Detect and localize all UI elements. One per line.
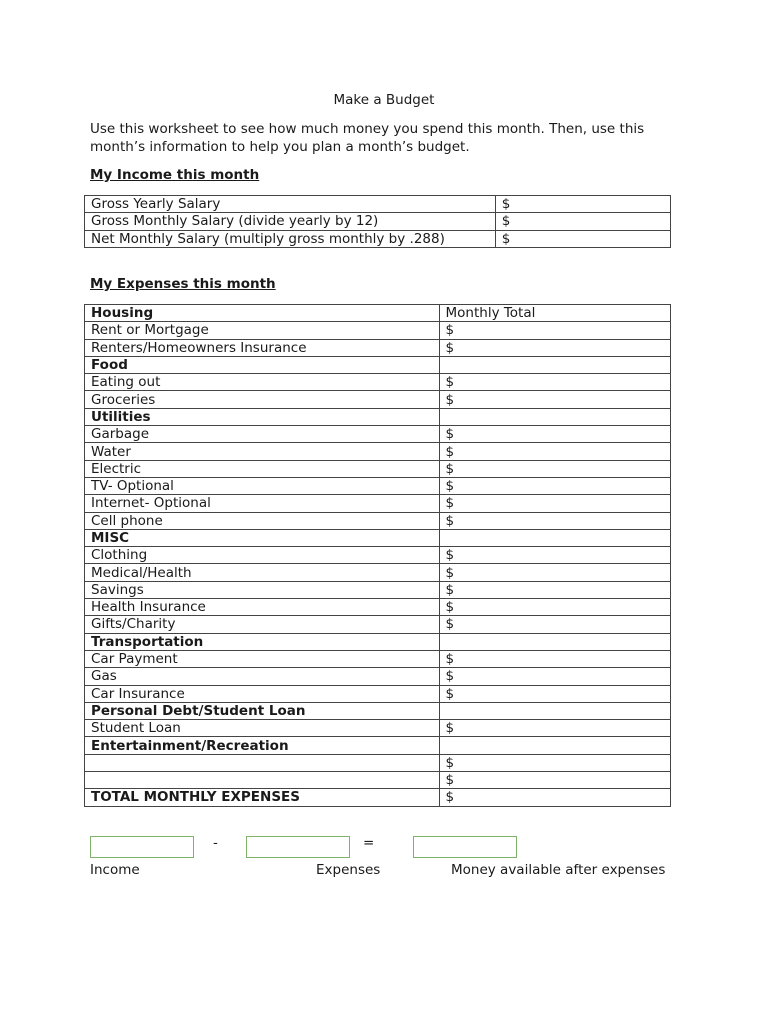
expense-row bbox=[85, 356, 671, 373]
expense-value-cell[interactable]: $ bbox=[439, 374, 671, 391]
expense-value-cell[interactable]: $ bbox=[439, 495, 671, 512]
expense-label-cell: TOTAL MONTHLY EXPENSES bbox=[85, 789, 440, 806]
expense-label-cell: MISC bbox=[85, 529, 440, 546]
expense-label-cell: Entertainment/Recreation bbox=[85, 737, 440, 754]
expense-label-cell: Medical/Health bbox=[85, 564, 440, 581]
expense-row bbox=[85, 339, 671, 356]
expense-value-cell[interactable]: $ bbox=[439, 443, 671, 460]
expense-value-cell[interactable] bbox=[439, 633, 671, 650]
expense-value-cell[interactable]: $ bbox=[439, 789, 671, 806]
expense-row bbox=[85, 305, 671, 322]
expense-row bbox=[85, 633, 671, 650]
expense-row bbox=[85, 564, 671, 581]
expense-label-cell: TV- Optional bbox=[85, 477, 440, 494]
result-input-box[interactable] bbox=[413, 836, 517, 858]
expense-row bbox=[85, 495, 671, 512]
expense-label-cell: Water bbox=[85, 443, 440, 460]
expense-row bbox=[85, 408, 671, 425]
expenses-label: Expenses bbox=[316, 862, 381, 878]
expense-value-cell[interactable]: $ bbox=[439, 547, 671, 564]
expense-value-cell[interactable]: $ bbox=[439, 512, 671, 529]
expense-row bbox=[85, 754, 671, 771]
income-value-cell[interactable]: $ bbox=[495, 213, 670, 230]
income-label-cell: Gross Yearly Salary bbox=[85, 196, 496, 213]
income-input-box[interactable] bbox=[90, 836, 194, 858]
expenses-input-box[interactable] bbox=[246, 836, 350, 858]
expense-label-cell: Car Insurance bbox=[85, 685, 440, 702]
expense-label-cell: Housing bbox=[85, 305, 440, 322]
expense-row bbox=[85, 443, 671, 460]
income-row bbox=[85, 230, 671, 247]
minus-sign: - bbox=[213, 835, 218, 851]
expense-label-cell: Eating out bbox=[85, 374, 440, 391]
expense-label-cell: Utilities bbox=[85, 408, 440, 425]
expense-label-cell: Food bbox=[85, 356, 440, 373]
expense-value-cell[interactable]: $ bbox=[439, 391, 671, 408]
expense-value-cell[interactable] bbox=[439, 529, 671, 546]
expense-label-cell: Cell phone bbox=[85, 512, 440, 529]
expense-value-cell[interactable]: Monthly Total bbox=[439, 305, 671, 322]
expense-value-cell[interactable]: $ bbox=[439, 581, 671, 598]
expense-row bbox=[85, 772, 671, 789]
expense-label-cell: Transportation bbox=[85, 633, 440, 650]
expense-row bbox=[85, 599, 671, 616]
expense-label-cell: Student Loan bbox=[85, 720, 440, 737]
income-table bbox=[84, 195, 671, 248]
page-title: Make a Budget bbox=[333, 92, 435, 108]
expense-row bbox=[85, 374, 671, 391]
expense-row bbox=[85, 789, 671, 806]
expense-label-cell: Car Payment bbox=[85, 650, 440, 667]
expense-value-cell[interactable]: $ bbox=[439, 668, 671, 685]
expense-row bbox=[85, 477, 671, 494]
expense-value-cell[interactable]: $ bbox=[439, 754, 671, 771]
expense-value-cell[interactable]: $ bbox=[439, 477, 671, 494]
expense-label-cell: Personal Debt/Student Loan bbox=[85, 702, 440, 719]
expense-row bbox=[85, 720, 671, 737]
expenses-heading: My Expenses this month bbox=[90, 276, 276, 292]
expense-row bbox=[85, 426, 671, 443]
expense-value-cell[interactable]: $ bbox=[439, 339, 671, 356]
income-heading: My Income this month bbox=[90, 167, 260, 183]
expense-value-cell[interactable]: $ bbox=[439, 616, 671, 633]
expense-row bbox=[85, 547, 671, 564]
expense-label-cell: Groceries bbox=[85, 391, 440, 408]
expense-label-cell: Savings bbox=[85, 581, 440, 598]
expense-label-cell: Clothing bbox=[85, 547, 440, 564]
expense-label-cell bbox=[85, 754, 440, 771]
result-label: Money available after expenses bbox=[451, 862, 666, 878]
expense-value-cell[interactable] bbox=[439, 702, 671, 719]
expense-value-cell[interactable]: $ bbox=[439, 564, 671, 581]
expense-label-cell: Gifts/Charity bbox=[85, 616, 440, 633]
expense-row bbox=[85, 668, 671, 685]
expense-label-cell bbox=[85, 772, 440, 789]
expense-row bbox=[85, 650, 671, 667]
expense-value-cell[interactable] bbox=[439, 408, 671, 425]
expense-row bbox=[85, 616, 671, 633]
equals-sign: = bbox=[363, 835, 375, 851]
expense-label-cell: Health Insurance bbox=[85, 599, 440, 616]
income-value-cell[interactable]: $ bbox=[495, 230, 670, 247]
expense-row bbox=[85, 391, 671, 408]
expense-row bbox=[85, 581, 671, 598]
expense-value-cell[interactable]: $ bbox=[439, 599, 671, 616]
expense-row bbox=[85, 512, 671, 529]
expense-label-cell: Gas bbox=[85, 668, 440, 685]
expense-value-cell[interactable]: $ bbox=[439, 322, 671, 339]
expense-value-cell[interactable]: $ bbox=[439, 772, 671, 789]
expense-row bbox=[85, 702, 671, 719]
expense-row bbox=[85, 685, 671, 702]
income-row bbox=[85, 213, 671, 230]
expense-value-cell[interactable] bbox=[439, 737, 671, 754]
expense-label-cell: Renters/Homeowners Insurance bbox=[85, 339, 440, 356]
expense-value-cell[interactable]: $ bbox=[439, 426, 671, 443]
expense-row bbox=[85, 737, 671, 754]
expense-value-cell[interactable]: $ bbox=[439, 720, 671, 737]
expense-value-cell[interactable]: $ bbox=[439, 460, 671, 477]
expenses-table bbox=[84, 304, 671, 807]
intro-text: Use this worksheet to see how much money you spend this month. Then, use this month’s information to help you plan a month’s budget. bbox=[90, 121, 645, 155]
expense-row bbox=[85, 322, 671, 339]
income-label-cell: Gross Monthly Salary (divide yearly by 12) bbox=[85, 213, 496, 230]
expense-label-cell: Garbage bbox=[85, 426, 440, 443]
expense-label-cell: Rent or Mortgage bbox=[85, 322, 440, 339]
income-label: Income bbox=[90, 862, 140, 878]
expense-value-cell[interactable]: $ bbox=[439, 685, 671, 702]
expense-label-cell: Electric bbox=[85, 460, 440, 477]
income-label-cell: Net Monthly Salary (multiply gross monthly by .288) bbox=[85, 230, 496, 247]
expense-row bbox=[85, 460, 671, 477]
income-value-cell[interactable]: $ bbox=[495, 196, 670, 213]
expense-row bbox=[85, 529, 671, 546]
expense-label-cell: Internet- Optional bbox=[85, 495, 440, 512]
expense-value-cell[interactable] bbox=[439, 356, 671, 373]
expense-value-cell[interactable]: $ bbox=[439, 650, 671, 667]
income-row bbox=[85, 196, 671, 213]
